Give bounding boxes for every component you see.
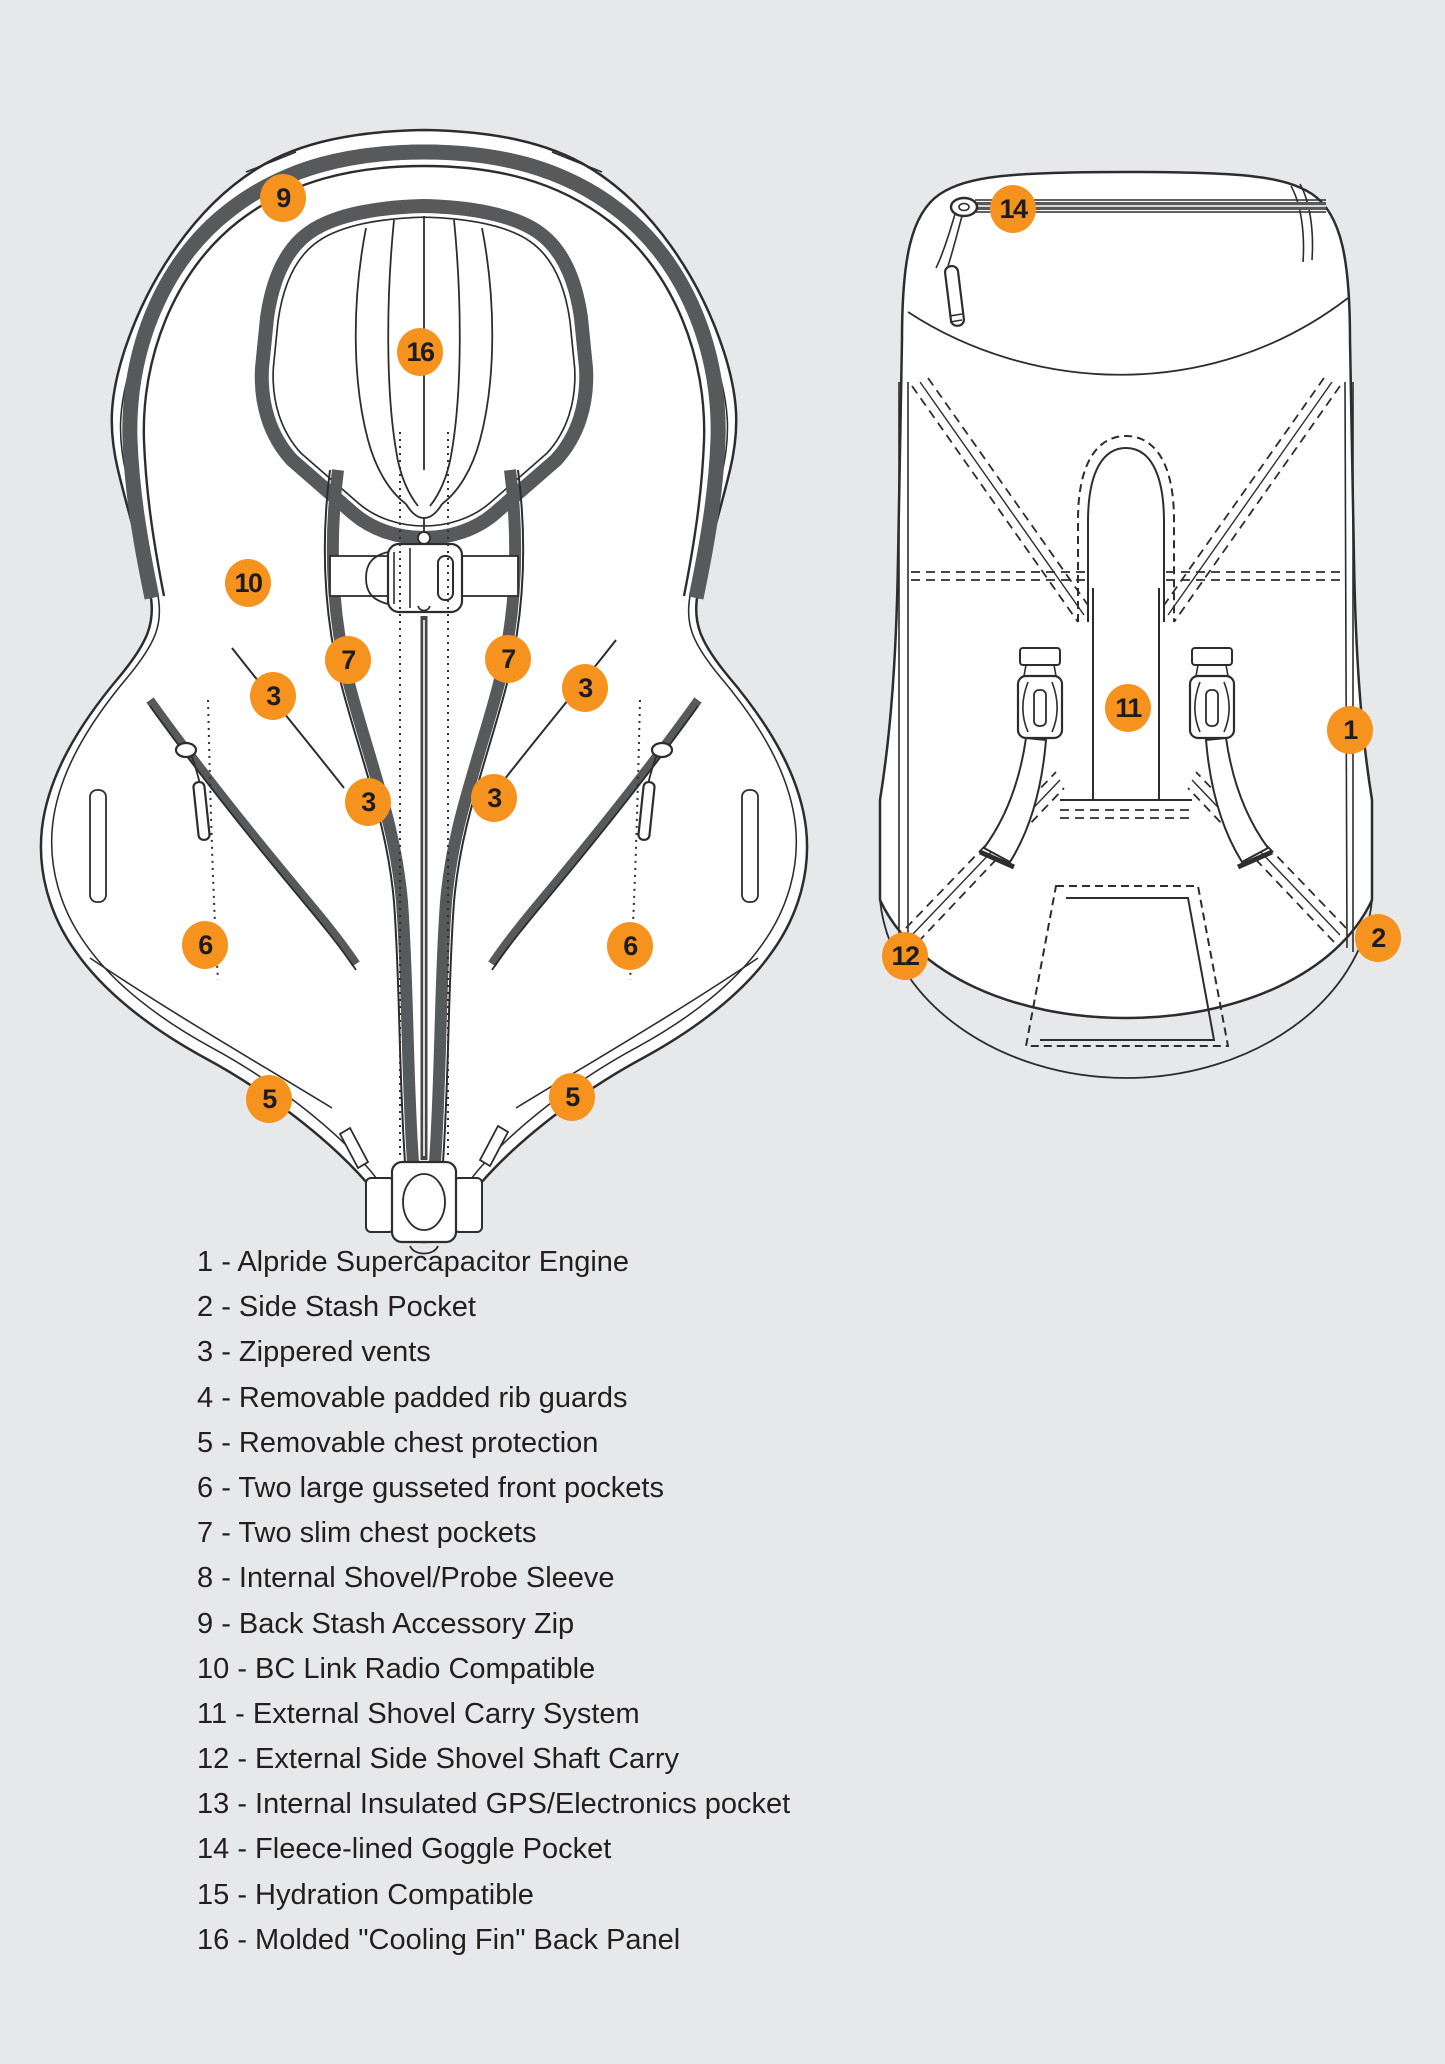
legend-item-label: Two slim chest pockets <box>238 1517 537 1550</box>
legend-item-number: 6 <box>197 1471 214 1504</box>
legend-separator: - <box>229 1923 256 1956</box>
callout-5: 5 <box>549 1073 595 1121</box>
legend-item-number: 1 <box>197 1246 214 1278</box>
callout-7: 7 <box>325 636 371 684</box>
legend-separator: - <box>229 1743 256 1776</box>
legend-item-label: Zippered vents <box>238 1336 431 1369</box>
legend-item-number: 8 <box>197 1562 214 1595</box>
callout-2: 2 <box>1355 914 1401 962</box>
legend-item-6 <box>197 1466 790 1511</box>
legend-separator: - <box>213 1471 239 1504</box>
legend-separator: - <box>229 1833 256 1866</box>
vest-front-diagram <box>41 130 807 1254</box>
legend-item-label: Alpride Supercapacitor Engine <box>237 1246 630 1278</box>
legend-item-label: Molded "Cooling Fin" Back Panel <box>255 1923 681 1956</box>
legend-item-13 <box>197 1782 790 1827</box>
callout-10: 10 <box>225 559 271 607</box>
legend-separator: - <box>227 1697 253 1730</box>
legend-item-number: 15 <box>197 1878 230 1911</box>
legend-item-9 <box>197 1602 790 1647</box>
zipper-pull-icon <box>951 198 977 216</box>
legend-item-10 <box>197 1647 790 1692</box>
callout-9: 9 <box>260 174 306 222</box>
legend-item-7 <box>197 1511 790 1556</box>
legend-item-label: Internal Insulated GPS/Electronics pocket <box>255 1788 791 1821</box>
legend-item-label: Removable padded rib guards <box>238 1381 628 1414</box>
legend-item-number: 7 <box>197 1517 214 1550</box>
callout-12: 12 <box>882 932 928 980</box>
legend-item-1 <box>197 1240 790 1285</box>
legend-item-number: 10 <box>197 1652 230 1685</box>
zipper-pull-icon <box>652 743 672 757</box>
legend-item-number: 16 <box>197 1923 230 1956</box>
legend-item-label: Fleece-lined Goggle Pocket <box>255 1833 612 1866</box>
legend-item-11 <box>197 1692 790 1737</box>
legend-separator: - <box>213 1607 239 1640</box>
legend-item-label: Back Stash Accessory Zip <box>238 1607 575 1640</box>
legend-item-label: Side Stash Pocket <box>238 1291 476 1324</box>
callout-16: 16 <box>397 328 443 376</box>
callout-6: 6 <box>607 922 653 970</box>
legend-item-number: 5 <box>197 1426 214 1459</box>
legend-item-number: 4 <box>197 1381 214 1414</box>
callout-3: 3 <box>345 778 391 826</box>
callout-1: 1 <box>1327 706 1373 754</box>
legend-separator: - <box>229 1788 256 1821</box>
legend-item-label: Two large gusseted front pockets <box>238 1471 664 1504</box>
legend-item-14 <box>197 1827 790 1872</box>
legend-item-label: BC Link Radio Compatible <box>255 1652 596 1685</box>
legend-item-number: 14 <box>197 1833 230 1866</box>
legend-separator: - <box>213 1336 239 1369</box>
legend-item-number: 12 <box>197 1743 230 1776</box>
legend-item-label: Internal Shovel/Probe Sleeve <box>238 1562 615 1595</box>
callout-3: 3 <box>250 672 296 720</box>
legend-item-4 <box>197 1376 790 1421</box>
legend-item-number: 11 <box>197 1697 228 1730</box>
callout-11: 11 <box>1105 684 1151 732</box>
legend-item-label: External Side Shovel Shaft Carry <box>255 1743 679 1776</box>
legend-item-label: Hydration Compatible <box>255 1878 534 1911</box>
legend-item-16 <box>197 1918 790 1963</box>
legend-separator: - <box>213 1291 239 1324</box>
legend-item-label: External Shovel Carry System <box>252 1697 640 1730</box>
legend-separator: - <box>229 1652 256 1685</box>
legend-separator: - <box>213 1246 238 1278</box>
legend-item-label: Removable chest protection <box>238 1426 599 1459</box>
backpack-rear-diagram <box>880 172 1372 1078</box>
callout-3: 3 <box>562 664 608 712</box>
legend-separator: - <box>229 1878 256 1911</box>
legend-separator: - <box>213 1517 239 1550</box>
legend-item-15 <box>197 1873 790 1918</box>
legend-separator: - <box>213 1381 239 1414</box>
callout-3: 3 <box>471 774 517 822</box>
legend-item-2 <box>197 1285 790 1330</box>
zipper-pull-icon <box>176 743 196 757</box>
legend-item-number: 2 <box>197 1291 214 1324</box>
legend-item-8 <box>197 1556 790 1601</box>
legend-item-number: 13 <box>197 1788 230 1821</box>
legend-item-3 <box>197 1330 790 1375</box>
legend-item-5 <box>197 1421 790 1466</box>
legend-item-number: 9 <box>197 1607 214 1640</box>
callout-5: 5 <box>246 1075 292 1123</box>
callout-14: 14 <box>990 185 1036 233</box>
callout-6: 6 <box>182 921 228 969</box>
legend-item-number: 3 <box>197 1336 214 1369</box>
legend-separator: - <box>213 1426 239 1459</box>
callout-7: 7 <box>485 635 531 683</box>
legend-item-12 <box>197 1737 790 1782</box>
feature-legend <box>197 1240 790 1963</box>
legend-separator: - <box>213 1562 239 1595</box>
